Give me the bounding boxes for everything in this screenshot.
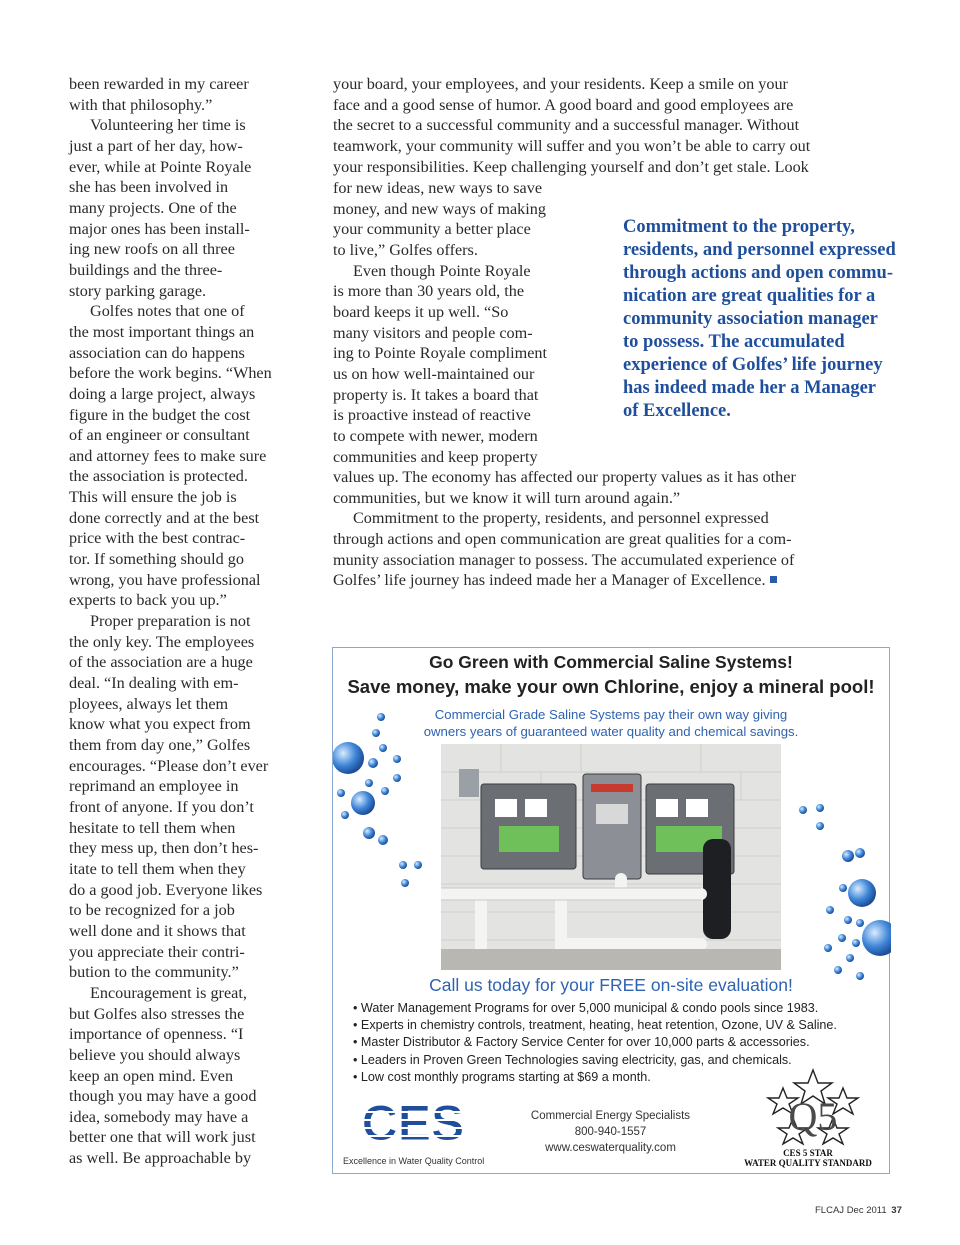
text-line: you appreciate their contri- [69,942,245,961]
text-line: the association is protected. [69,467,248,486]
text-line: communities and keep property [333,447,538,466]
text-line: board keeps it up well. “So [333,302,509,321]
publication-name: FLCAJ [815,1205,845,1216]
text-line: This will ensure the job is [69,488,237,507]
text-line: deal. “In dealing with em- [69,674,239,693]
page-number: 37 [891,1205,902,1216]
text-line: Encouragement is great, [90,983,247,1002]
page-folio [815,1205,902,1216]
text-line: itate to tell them when they [69,859,246,878]
website-url: www.ceswaterquality.com [545,1142,676,1154]
left-paragraph [69,301,284,611]
issue-date: Dec 2011 [846,1205,887,1216]
pull-quote-line: community association manager [623,309,878,329]
left-paragraph [69,115,284,301]
text-line: ing new roofs on all three [69,240,235,259]
text-line: money, and new ways of making [333,199,546,218]
text-line-content: Commitment to the property, residents, and personnel expressed [353,509,769,528]
company-name: Commercial Energy Specialists [530,1110,691,1122]
text-line: hesitate to tell them when [69,818,236,837]
article-right-middle [333,178,573,467]
pull-quote-line: experience of Golfes’ life journey [623,355,883,375]
text-line: of an engineer or consultant [69,426,250,445]
ces-logo-wordmark: CES [361,1098,465,1151]
text-line: to be recognized for a job [69,901,235,920]
ad-headline-2: Save money, make your own Chlorine, enjoy a mineral pool! [347,676,875,697]
text-line: do a good job. Everyone likes [69,880,263,899]
pull-quote [623,216,903,423]
text-line: us on how well-maintained our [333,364,535,383]
text-line: to live,” Golfes offers. [333,240,478,259]
badge-caption [733,1148,883,1168]
text-line [333,467,873,488]
text-line: Volunteering her time is [90,116,246,135]
text-line: done correctly and at the best [69,508,260,527]
text-line: is proactive instead of reactive [333,406,531,425]
text-line: is more than 30 years old, the [333,282,525,301]
text-line: the secret to a successful community and a successful manager. Without [333,116,800,135]
text-line: importance of openness. “I [69,1025,244,1044]
text-line: major ones has been install- [69,219,250,238]
text-line [333,488,873,509]
ad-call-to-action: Call us today for your FREE on-site evaluation! [429,975,793,995]
text-line: been rewarded in my career [69,75,249,93]
text-line: the most important things an [69,322,255,341]
text-line [333,529,873,550]
text-line: of the association are a huge [69,653,253,672]
text-line: tor. If something should go [69,550,244,569]
text-line: many visitors and people com- [333,323,533,342]
ad-contact-info [503,1108,718,1156]
text-line: bution to the community.” [69,963,239,982]
text-line: idea, somebody may have a [69,1107,249,1126]
text-line-content: munity association manager to possess. The accumulated experience of [333,550,795,569]
text-line-content: values up. The economy has affected our property values as it has other [333,468,796,486]
text-line: better one that will work just [69,1128,256,1147]
text-line: before the work begins. “When [69,364,272,383]
ad-bullet-item: • Master Distributor & Factory Service Center for over 10,000 parts & accessories. [353,1034,883,1051]
end-of-article-mark [770,576,777,583]
bubbles-left-decoration [333,703,423,893]
text-line [333,550,873,571]
left-paragraph [69,983,284,1169]
bubbles-right-decoration [798,798,891,998]
text-line: as well. Be approachable by [69,1149,252,1168]
text-line: for new ideas, new ways to save [333,179,543,197]
text-line: story parking garage. [69,281,207,300]
phone-number: 800-940-1557 [574,1126,647,1138]
text-line: and attorney fees to make sure [69,446,267,465]
text-line: know what you expect from [69,715,251,734]
text-line: teamwork, your community will suffer and you won’t be able to carry out [333,136,811,155]
text-line: though you may have a good [69,1087,257,1106]
text-line: face and a good sense of humor. A good board and good employees are [333,95,794,114]
text-line: ever, while at Pointe Royale [69,157,252,176]
ces-logo-tagline: Excellence in Water Quality Control [343,1156,485,1166]
text-line: doing a large project, always [69,384,256,403]
ad-bullet-item: • Leaders in Proven Green Technologies saving electricity, gas, and chemicals. [353,1052,883,1069]
ad-bullet-item: • Low cost monthly programs starting at $69 a month. [353,1069,883,1086]
text-line-content: communities, but we know it will turn around again.” [333,488,681,507]
text-line: ing to Pointe Royale compliment [333,344,548,363]
text-line: association can do happens [69,343,245,362]
text-line: your community a better place [333,220,531,239]
text-line: buildings and the three- [69,260,223,279]
left-paragraph [69,74,284,115]
text-line: figure in the budget the cost [69,405,251,424]
text-line: Even though Pointe Royale [353,261,531,280]
ad-headline-1: Go Green with Commercial Saline Systems! [429,652,793,672]
text-line: front of anyone. If you don’t [69,797,254,816]
badge-q5-text: Q5 [788,1094,838,1139]
text-line: just a part of her day, how- [69,136,243,155]
ad-bullet-item: • Experts in chemistry controls, treatment, heating, heat retention, Ozone, UV & Saline. [353,1017,883,1034]
text-line: they mess up, then don’t hes- [69,839,259,858]
text-line: well done and it shows that [69,921,246,940]
text-line: ployees, always let them [69,694,229,713]
text-line: to compete with newer, modern [333,426,538,445]
text-line: she has been involved in [69,178,229,197]
pull-quote-line: nication are great qualities for a [623,286,876,306]
text-line [333,570,873,591]
text-line-content: through actions and open communication are great qualities for a com- [333,529,792,548]
text-line-content: Golfes’ life journey has indeed made her a Manager of Excellence. [333,571,766,590]
text-line: encourages. “Please don’t ever [69,756,269,775]
text-line: property is. It takes a board that [333,385,539,404]
badge-caption-line-1: CES 5 STAR [783,1148,833,1158]
text-line: but Golfes also stresses the [69,1004,245,1023]
ad-subhead-1: Commercial Grade Saline Systems pay their own way giving [434,707,788,722]
text-line: Proper preparation is not [90,612,251,631]
pull-quote-line: Commitment to the property, [623,217,855,237]
article-right-bottom [333,467,873,591]
text-line: the only key. The employees [69,632,255,651]
text-line [333,508,873,529]
text-line: many projects. One of the [69,198,237,217]
article-left-column [69,74,284,1169]
text-line: reprimand an employee in [69,777,239,796]
article-right-top [333,74,873,177]
text-line: Golfes notes that one of [90,302,245,321]
ad-bullet-item: • Water Management Programs for over 5,000 municipal & condo pools since 1983. [353,1000,883,1017]
text-line: keep an open mind. Even [69,1066,234,1085]
text-line: them from day one,” Golfes [69,736,251,754]
pull-quote-line: to possess. The accumulated [623,332,845,352]
ad-subhead-2: owners years of guaranteed water quality and chemical savings. [423,724,799,739]
saline-system-photo [441,744,781,970]
text-line: experts to back you up.” [69,591,227,610]
advertisement-ces [332,647,890,1174]
text-line: your responsibilities. Keep challenging yourself and don’t get stale. Look [333,157,809,176]
text-line: believe you should always [69,1045,241,1064]
badge-caption-line-2: WATER QUALITY STANDARD [744,1158,872,1168]
pull-quote-line: through actions and open commu- [623,263,894,283]
text-line: your board, your employees, and your residents. Keep a smile on your [333,75,788,93]
text-line: with that philosophy.” [69,95,213,114]
pull-quote-line: residents, and personnel expressed [623,240,896,260]
pull-quote-line: of Excellence. [623,401,731,421]
text-line: wrong, you have professional [69,570,261,589]
text-line: price with the best contrac- [69,529,246,548]
left-paragraph [69,611,284,983]
pull-quote-line: has indeed made her a Manager [623,378,877,398]
